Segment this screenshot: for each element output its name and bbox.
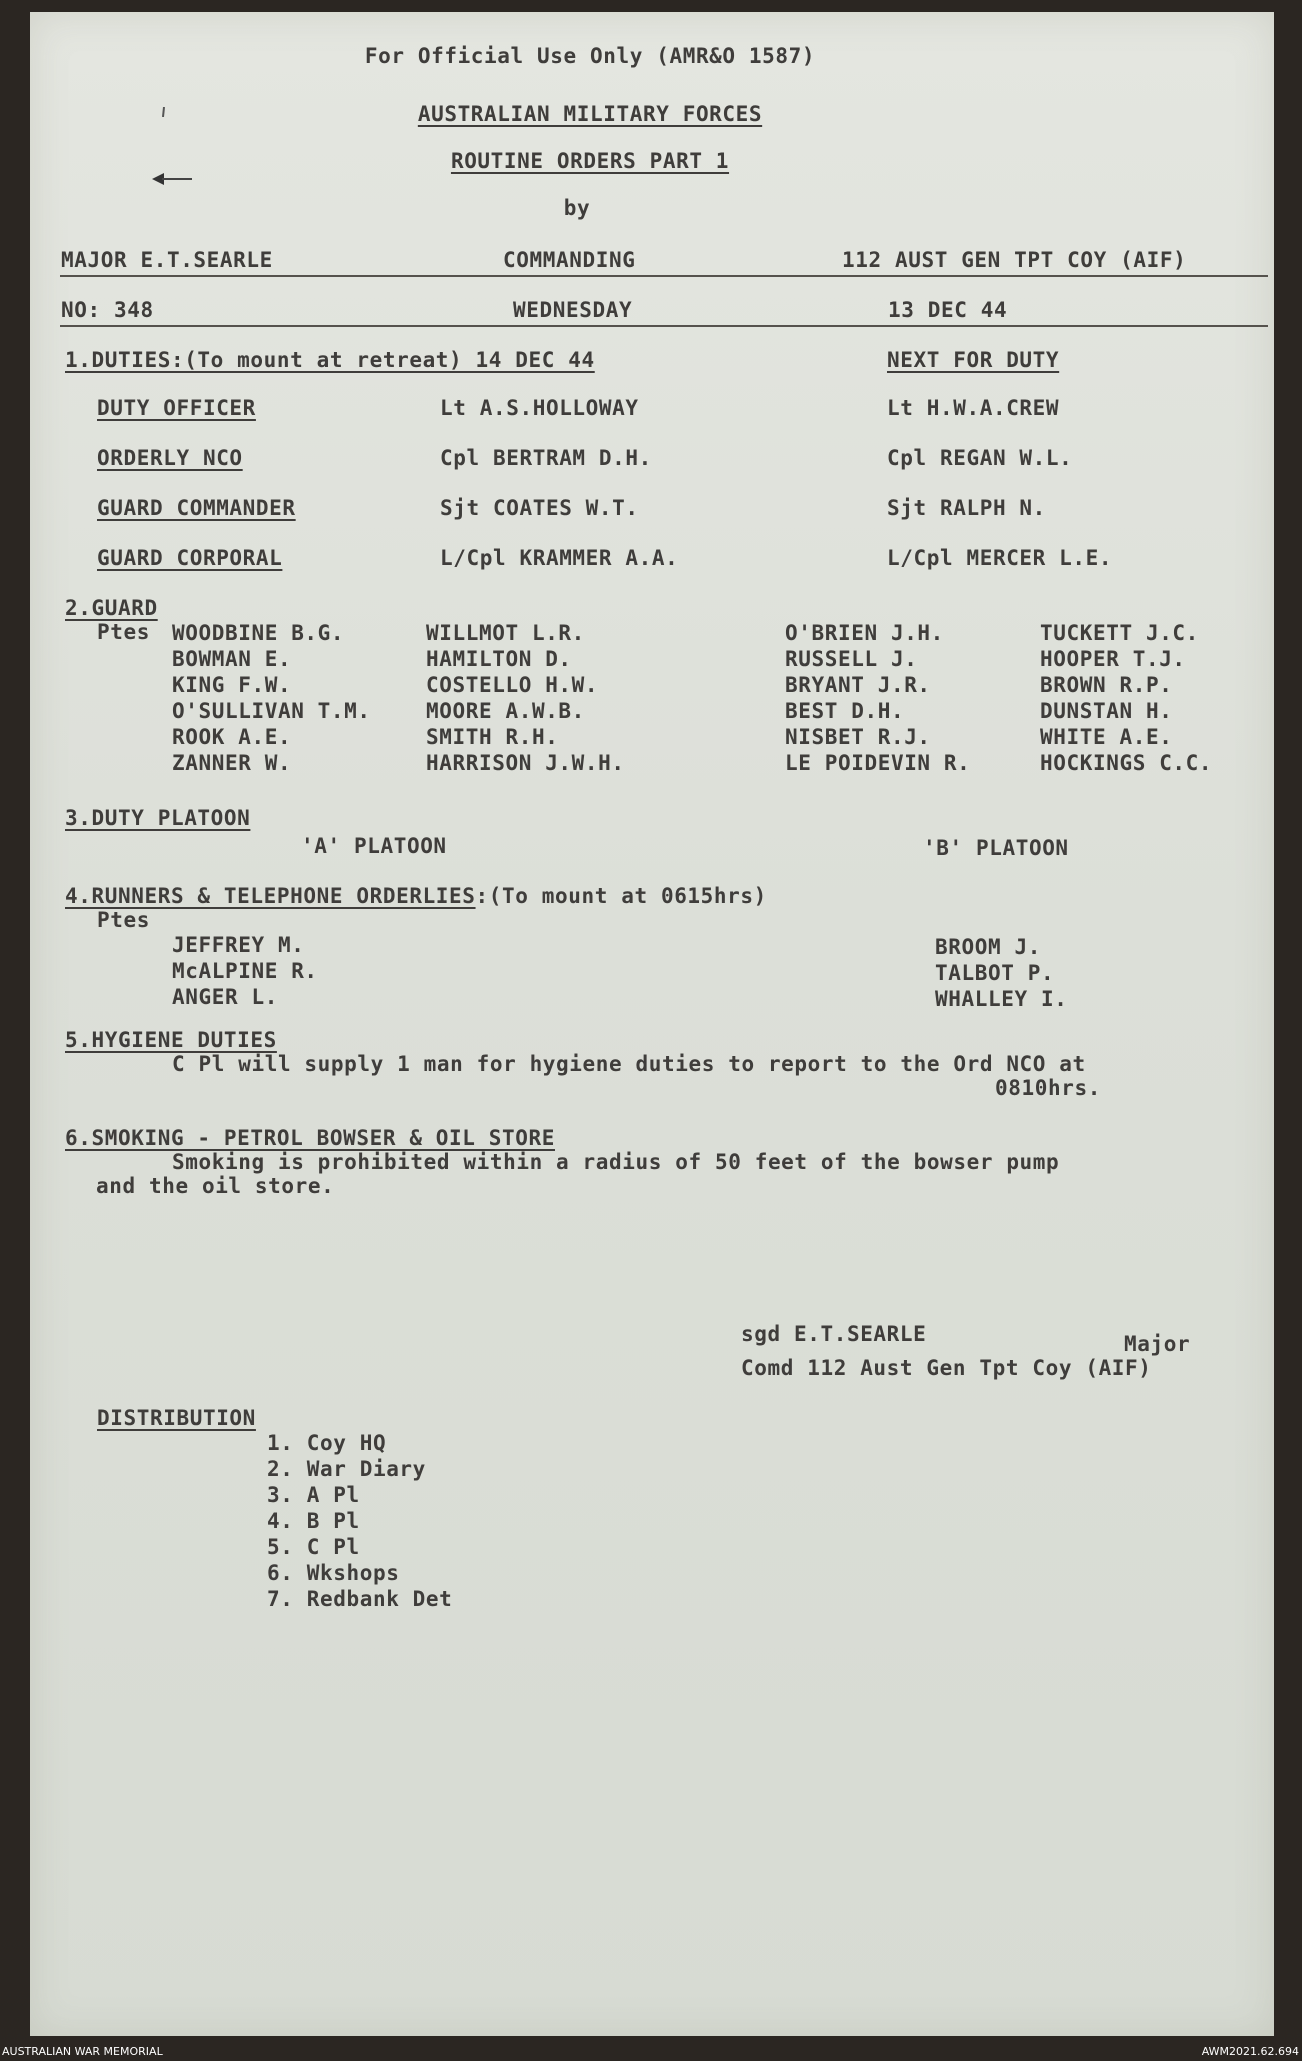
order-date: 13 DEC 44 <box>888 298 1008 322</box>
guard-name: HAMILTON D. <box>426 647 572 671</box>
smoking-heading: 6.SMOKING - PETROL BOWSER & OIL STORE <box>65 1126 555 1150</box>
duty-role: ORDERLY NCO <box>97 446 243 470</box>
distribution-item: 5. C Pl <box>267 1535 360 1559</box>
runner-name: ANGER L. <box>172 985 278 1009</box>
guard-name: RUSSELL J. <box>785 647 918 671</box>
org-title: AUSTRALIAN MILITARY FORCES <box>417 102 763 126</box>
signature-signed: sgd E.T.SEARLE <box>741 1322 927 1346</box>
platoon-heading: 3.DUTY PLATOON <box>65 806 251 830</box>
classification-line: For Official Use Only (AMR&O 1587) <box>364 44 816 68</box>
guard-name: ZANNER W. <box>172 751 292 775</box>
next-for-duty-heading: NEXT FOR DUTY <box>887 348 1060 372</box>
guard-heading: 2.GUARD <box>65 596 158 620</box>
runners-heading: 4.RUNNERS & TELEPHONE ORDERLIES <box>65 884 476 908</box>
smoking-text-1: Smoking is prohibited within a radius of 50 feet of the bowser pump <box>172 1150 1060 1174</box>
duty-next: Lt H.W.A.CREW <box>887 396 1060 420</box>
guard-name: BROWN R.P. <box>1040 673 1173 697</box>
distribution-item: 3. A Pl <box>267 1483 360 1507</box>
runners-note: :(To mount at 0615hrs) <box>475 884 767 908</box>
order-day: WEDNESDAY <box>513 298 633 322</box>
guard-column-1 <box>172 620 371 776</box>
duty-role: GUARD CORPORAL <box>97 546 283 570</box>
duty-current: L/Cpl KRAMMER A.A. <box>440 546 679 570</box>
guard-column-3 <box>785 620 970 776</box>
guard-name: O'SULLIVAN T.M. <box>172 699 371 723</box>
distribution-list <box>267 1430 452 1612</box>
commander-role: COMMANDING <box>503 248 636 272</box>
guard-name: BOWMAN E. <box>172 647 292 671</box>
duty-current: Lt A.S.HOLLOWAY <box>440 396 639 420</box>
guard-name: MOORE A.W.B. <box>426 699 585 723</box>
duty-next: L/Cpl MERCER L.E. <box>887 546 1113 570</box>
hygiene-text-1: C Pl will supply 1 man for hygiene duties to report to the Ord NCO at <box>172 1052 1086 1076</box>
footer-credit: AUSTRALIAN WAR MEMORIAL <box>2 2045 163 2058</box>
distribution-item: 4. B Pl <box>267 1509 360 1533</box>
duties-heading: 1.DUTIES:(To mount at retreat) 14 DEC 44 <box>65 348 595 372</box>
commander-name: MAJOR E.T.SEARLE <box>61 248 273 272</box>
guard-name: NISBET R.J. <box>785 725 931 749</box>
guard-name: HARRISON J.W.H. <box>426 751 625 775</box>
guard-name: O'BRIEN J.H. <box>785 621 944 645</box>
guard-name: HOCKINGS C.C. <box>1040 751 1213 775</box>
runner-name: McALPINE R. <box>172 959 318 983</box>
runner-name: TALBOT P. <box>935 961 1055 985</box>
header-rule-bottom <box>60 325 1268 327</box>
hygiene-heading: 5.HYGIENE DUTIES <box>65 1028 277 1052</box>
guard-prefix: Ptes <box>97 620 150 644</box>
duty-next: Cpl REGAN W.L. <box>887 446 1073 470</box>
guard-name: WHITE A.E. <box>1040 725 1173 749</box>
archive-footer <box>0 2044 1302 2061</box>
duty-next: Sjt RALPH N. <box>887 496 1046 520</box>
smoking-text-2: and the oil store. <box>96 1174 335 1198</box>
pen-mark <box>160 107 168 117</box>
distribution-item: 6. Wkshops <box>267 1561 400 1585</box>
distribution-heading: DISTRIBUTION <box>97 1406 256 1430</box>
distribution-item: 1. Coy HQ <box>267 1431 387 1455</box>
runner-name: WHALLEY I. <box>935 987 1068 1011</box>
order-number: NO: 348 <box>61 298 154 322</box>
signature-rank: Major <box>1124 1332 1191 1356</box>
platoon-current: 'A' PLATOON <box>301 834 447 858</box>
guard-name: KING F.W. <box>172 673 292 697</box>
guard-name: LE POIDEVIN R. <box>785 751 971 775</box>
document-page <box>30 12 1274 2036</box>
runners-prefix: Ptes <box>97 908 150 932</box>
guard-name: WILLMOT L.R. <box>426 621 585 645</box>
guard-name: SMITH R.H. <box>426 725 559 749</box>
header-rule-top <box>60 275 1268 277</box>
by-line: by <box>563 196 591 220</box>
guard-name: DUNSTAN H. <box>1040 699 1173 723</box>
guard-name: TUCKETT J.C. <box>1040 621 1199 645</box>
guard-name: HOOPER T.J. <box>1040 647 1186 671</box>
arrow-mark-icon <box>150 172 194 186</box>
runner-name: JEFFREY M. <box>172 933 305 957</box>
guard-name: COSTELLO H.W. <box>426 673 599 697</box>
duty-current: Sjt COATES W.T. <box>440 496 639 520</box>
guard-name: WOODBINE B.G. <box>172 621 345 645</box>
guard-name: ROOK A.E. <box>172 725 292 749</box>
guard-name: BRYANT J.R. <box>785 673 931 697</box>
unit-name: 112 AUST GEN TPT COY (AIF) <box>842 248 1187 272</box>
guard-column-2 <box>426 620 625 776</box>
guard-name: BEST D.H. <box>785 699 905 723</box>
distribution-item: 2. War Diary <box>267 1457 426 1481</box>
runners-heading-line <box>65 884 767 908</box>
duty-role: GUARD COMMANDER <box>97 496 296 520</box>
duty-current: Cpl BERTRAM D.H. <box>440 446 652 470</box>
runner-name: BROOM J. <box>935 935 1041 959</box>
footer-accession-number: AWM2021.62.694 <box>1201 2045 1299 2058</box>
runners-current-column <box>172 932 318 1010</box>
distribution-item: 7. Redbank Det <box>267 1587 453 1611</box>
runners-next-column <box>935 934 1067 1012</box>
signature-appointment: Comd 112 Aust Gen Tpt Coy (AIF) <box>741 1356 1152 1380</box>
platoon-next: 'B' PLATOON <box>923 836 1069 860</box>
document-title: ROUTINE ORDERS PART 1 <box>450 149 730 173</box>
guard-column-4 <box>1040 620 1212 776</box>
hygiene-text-2: 0810hrs. <box>995 1076 1101 1100</box>
duty-role: DUTY OFFICER <box>97 396 256 420</box>
